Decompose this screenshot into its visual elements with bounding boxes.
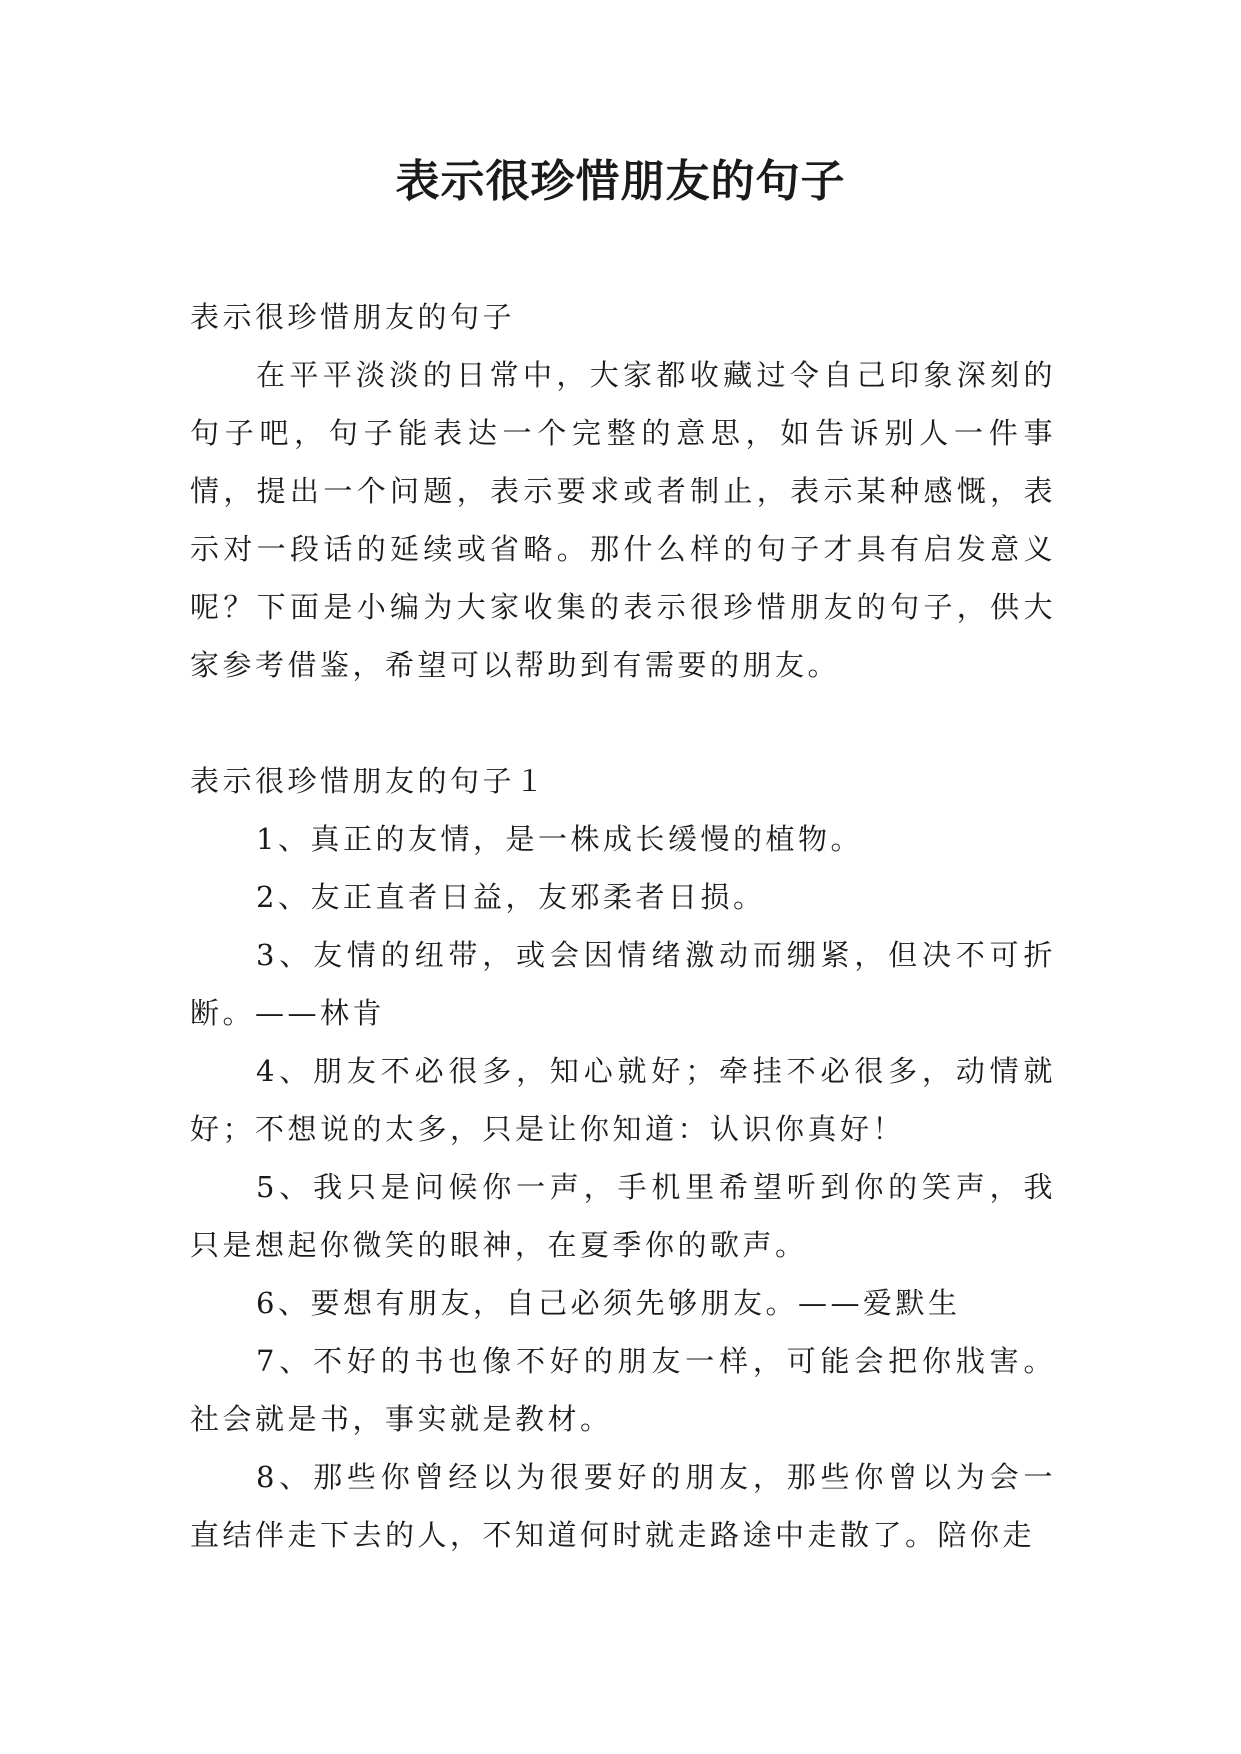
section-heading: 表示很珍惜朋友的句子１ [190, 764, 548, 798]
list-item: 7、不好的书也像不好的朋友一样，可能会把你戕害。社会就是书，事实就是教材。 [190, 1344, 1056, 1436]
document-body [190, 288, 1056, 1564]
document-title: 表示很珍惜朋友的句子 [395, 156, 846, 207]
list-item: 1、真正的友情，是一株成长缓慢的植物。 [256, 822, 863, 856]
list-item: 8、那些你曾经以为很要好的朋友，那些你曾以为会一直结伴走下去的人，不知道何时就走路途中走散了。陪你走 [190, 1460, 1056, 1552]
list-item: 3、友情的纽带，或会因情绪激动而绷紧，但决不可折断。——林肯 [190, 938, 1056, 1030]
intro-paragraph: 在平平淡淡的日常中，大家都收藏过令自己印象深刻的句子吧，句子能表达一个完整的意思，如告诉别人一件事情，提出一个问题，表示要求或者制止，表示某种感慨，表示对一段话的延续或省略。那什么样的句子才具有启发意义呢？下面是小编为大家收集的表示很珍惜朋友的句子，供大家参考借鉴，希望可以帮助到有需要的朋友。 [190, 358, 1056, 682]
paragraph-spacer [190, 694, 1056, 752]
list-item: 4、朋友不必很多，知心就好；牵挂不必很多，动情就好；不想说的太多，只是让你知道：认识你真好！ [190, 1054, 1056, 1146]
list-item: 5、我只是问候你一声，手机里希望听到你的笑声，我只是想起你微笑的眼神，在夏季你的歌声。 [190, 1170, 1056, 1262]
subtitle: 表示很珍惜朋友的句子 [190, 300, 516, 334]
list-item: 2、友正直者日益，友邪柔者日损。 [256, 880, 766, 914]
list-item: 6、要想有朋友，自己必须先够朋友。——爱默生 [256, 1286, 961, 1320]
